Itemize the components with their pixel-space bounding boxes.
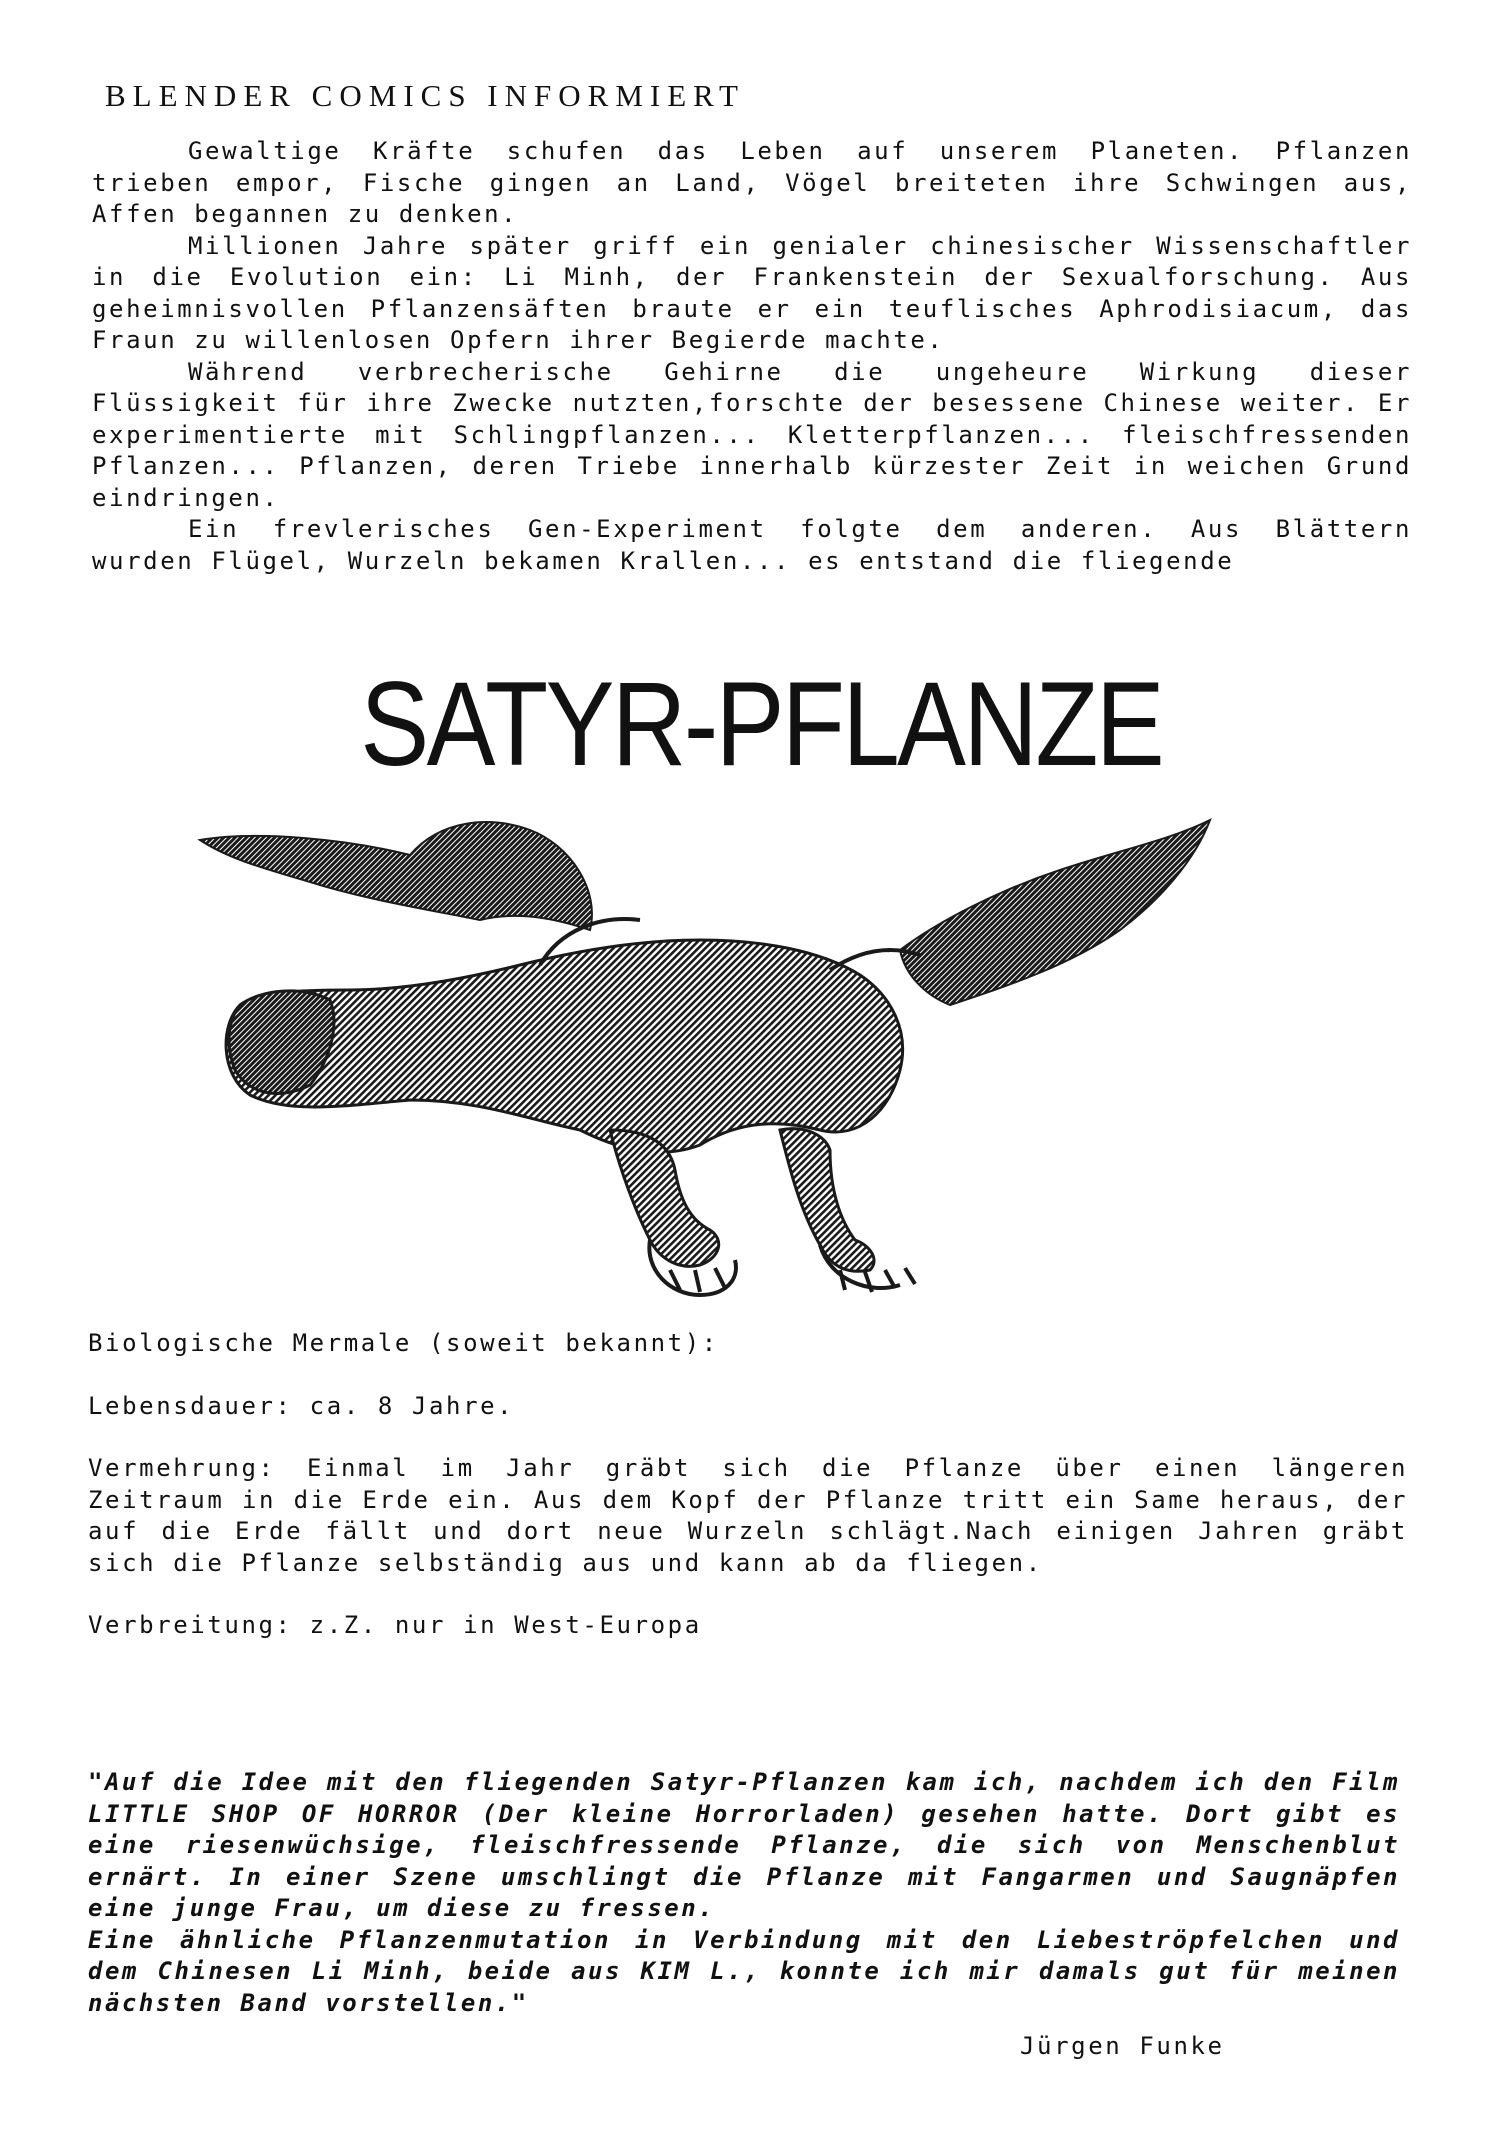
intro-paragraph: Ein frevlerisches Gen-Experiment folgte dem anderen. Aus Blättern wurden Flügel, Wurzeln bekamen Krallen... es entstand die fliegende [92, 515, 1412, 575]
right-leg [780, 1129, 874, 1272]
intro-paragraph: Millionen Jahre später griff ein genialer chinesischer Wissenschaftler in die Evolution ein: Li Minh, der Frankenstein der Sexualforschung. Aus geheimnisvollen Pflanzensäften braute er ein teuflisches Aphrodisiacum, das Fraun zu willenlosen Opfern ihrer Begierde machte. [92, 231, 1412, 354]
fact-distribution: Verbreitung: z.Z. nur in West-Europa [88, 1611, 702, 1639]
intro-text [92, 136, 1412, 577]
facts-heading: Biologische Mermale (soweit bekannt): [88, 1329, 719, 1357]
intro-paragraph: Während verbrecherische Gehirne die ungeheure Wirkung dieser Flüssigkeit für ihre Zwecke nutzten,forschte der besessene Chinese weiter. Er experimentierte mit Schlingpflanzen... Kletterpflanzen... fleischfressenden Pflanzen... Pflanzen, deren Triebe innerhalb kürzester Zeit in weichen Grund eindringen. [92, 357, 1412, 512]
intro-paragraph: Gewaltige Kräfte schufen das Leben auf unserem Planeten. Pflanzen trieben empor, Fische gingen an Land, Vögel breiteten ihre Schwingen aus, Affen begannen zu denken. [92, 137, 1412, 228]
quote-paragraph: Eine ähnliche Pflanzenmutation in Verbindung mit den Liebeströpfelchen und dem Chinesen Li Minh, beide aus KIM L., konnte ich mir damals gut für meinen nächsten Band vorstellen." [88, 1925, 1400, 2017]
fact-reproduction: Vermehrung: Einmal im Jahr gräbt sich die Pflanze über einen längeren Zeitraum in die Erde ein. Aus dem Kopf der Pflanze tritt ein Same heraus, der auf die Erde fällt und dort neue Wurzeln schlägt.Nach einigen Jahren gräbt sich die Pflanze selbständig aus und kann ab da fliegen. [88, 1454, 1408, 1577]
main-title: SATYR-PFLANZE [360, 657, 1163, 791]
left-leg [610, 1130, 719, 1266]
flying-satyr-plant-illustration [180, 800, 1310, 1340]
biology-facts [88, 1328, 1408, 1673]
author-signature: Jürgen Funke [1020, 2032, 1225, 2060]
fact-lifespan: Lebensdauer: ca. 8 Jahre. [88, 1391, 515, 1420]
right-wing [900, 820, 1210, 1005]
author-quote [88, 1767, 1400, 2019]
quote-paragraph: "Auf die Idee mit den fliegenden Satyr-Pflanzen kam ich, nachdem ich den Film LITTLE SHOP OF HORROR (Der kleine Horrorladen) gesehen hatte. Dort gibt es eine riesenwüchsige, fleischfressende Pflanze, die sich von Menschenblut ernärt. In einer Szene umschlingt die Pflanze mit Fangarmen und Saugnäpfen eine junge Frau, um diese zu fressen. [88, 1768, 1400, 1922]
page-header: BLENDER COMICS INFORMIERT [105, 78, 745, 113]
left-wing [200, 822, 592, 930]
